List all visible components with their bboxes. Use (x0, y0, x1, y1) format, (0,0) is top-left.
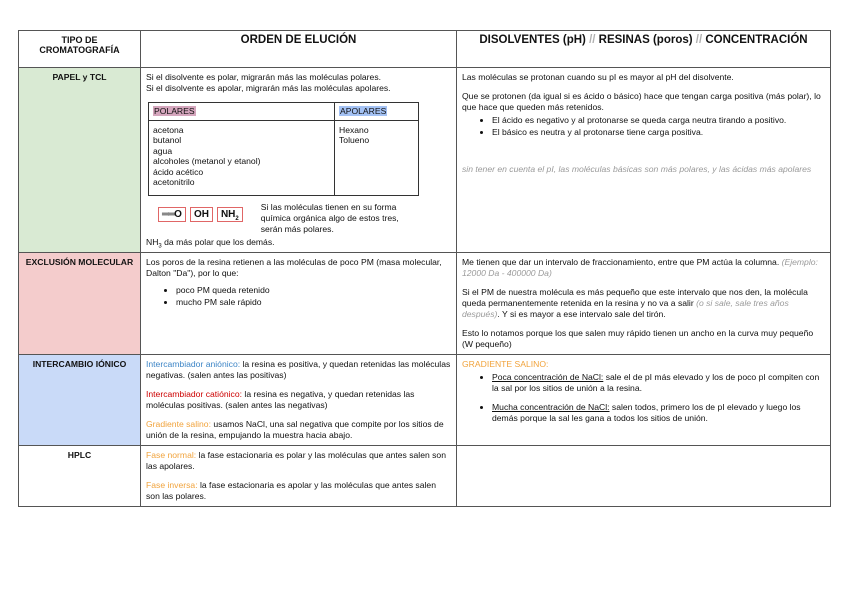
exclusion-c3-p2-text: Si el PM de nuestra molécula es más pequeño que este intervalo que nos den, la molécula queda permanentemente retenida en la resina y no va a salir (462, 286, 808, 308)
mucha-label: Mucha concentración de NaCl: (492, 401, 610, 412)
functional-groups (146, 202, 451, 235)
polares-list (149, 120, 335, 195)
gradiente-bullets (462, 372, 825, 424)
gradiente-bullet-mucha (492, 402, 825, 424)
cationico-label: Intercambiador catiónico: (146, 388, 243, 399)
label-intercambio: INTERCAMBIO IÓNICO (19, 354, 141, 445)
fase-normal-text: la fase estacionaria es polar y las moléculas que antes salen son las apolares. (146, 449, 446, 471)
fase-inversa-paragraph (146, 480, 451, 502)
gradiente-paragraph (146, 419, 451, 441)
exclusion-bullet: • mucho PM sale rápido (176, 297, 451, 308)
exclusion-bullet: • poco PM queda retenido (176, 285, 451, 296)
label-papel: PAPEL y TCL (19, 68, 141, 253)
gradiente-salino-title: GRADIENTE SALINO: (462, 358, 549, 369)
label-exclusion: EXCLUSIÓN MOLECULAR (19, 252, 141, 354)
polares-header: POLARES (154, 106, 195, 116)
double-bond-icon: ══ (162, 208, 175, 220)
apolares-list (335, 120, 419, 195)
group-nh-label: NH (220, 208, 236, 220)
gradiente-label: Gradiente salino: (146, 418, 211, 429)
apolares-header: APOLARES (340, 106, 387, 116)
header-orden: ORDEN DE ELUCIÓN (141, 31, 457, 68)
group-o-label: O (174, 208, 182, 220)
papel-c3-bullet: • El básico es neutra y al protonarse tiene carga positiva. (492, 127, 825, 138)
anionico-paragraph (146, 359, 451, 381)
apolar-item: Hexano (339, 124, 369, 135)
carbonyl-group (158, 207, 186, 222)
exclusion-c3-p1-text: Me tienen que dar un intervalo de fraccionamiento, entre que PM actúa la columna. (462, 256, 782, 267)
header-disolventes-part1: DISOLVENTES (pH) (479, 34, 586, 46)
papel-c3-p2: Que se protonen (da igual si es ácido o básico) hace que tengan carga positiva (más polar), lo que hace que queden más retenidos. (462, 91, 821, 112)
exclusion-bullets (146, 285, 451, 308)
header-disolventes-part3: CONCENTRACIÓN (705, 34, 808, 46)
exclusion-c3-p2-end: . Y si es mayor a ese intervalo sale del tirón. (497, 308, 666, 319)
exclusion-c3-aside: (o si sale, sale tres años después) (462, 297, 789, 319)
row-hplc (19, 445, 831, 506)
groups-note: Si las moléculas tienen en su forma química orgánica algo de estos tres, serán más polares. (260, 201, 399, 234)
polares-apolares-table (148, 102, 419, 196)
poca-text: sale el de pI más elevado y los de poco pI compiten con la sal por los sitios de unión a la resina. (492, 371, 820, 393)
header-row (19, 31, 831, 68)
fase-inversa-text: la fase estacionaria es apolar y las moléculas que antes salen son las polares. (146, 479, 436, 501)
hplc-disolventes-cell (457, 445, 831, 506)
header-disolventes-part2: RESINAS (poros) (598, 34, 693, 46)
poca-label: Poca concentración de NaCl: (492, 371, 604, 382)
mucha-text: salen todos, primero los de pI elevado y luego los demás porque la sal les gana a todos los sitios de unión. (492, 401, 801, 423)
group-nh-sub: 2 (235, 215, 239, 222)
papel-disolventes-cell (457, 68, 831, 253)
fase-normal-label: Fase normal: (146, 449, 197, 460)
papel-line-1: Si el disolvente es polar, migrarán más las moléculas polares. (146, 72, 382, 82)
polar-item: acetona (153, 124, 184, 135)
polar-item: butanol (153, 135, 182, 145)
fase-normal-paragraph (146, 450, 451, 472)
chromatography-table (18, 30, 831, 507)
exclusion-c3-p1 (462, 257, 825, 279)
anionico-label: Intercambiador aniónico: (146, 358, 241, 369)
papel-line-2: Si el disolvente es apolar, migrarán más las moléculas apolares. (146, 83, 391, 93)
exclusion-c3-p3: Esto lo notamos porque los que salen muy rápido tienen un ancho en la curva muy pequeño (W pequeño) (462, 327, 814, 349)
polar-item: acetonitrilo (153, 177, 195, 187)
papel-c3-bullets (462, 115, 825, 138)
hydroxyl-group: OH (190, 207, 213, 222)
apolares-header-cell (335, 103, 419, 121)
intercambio-orden-cell (141, 354, 457, 445)
gradiente-text: usamos NaCl, una sal negativa que compite por los sitios de unión de la resina, empujando la muestra hacia abajo. (146, 418, 444, 440)
nh3-note (146, 237, 451, 248)
nh3-rest: da más polar que los demás. (161, 236, 275, 247)
label-hplc: HPLC (19, 445, 141, 506)
nh3-sub: 3 (158, 243, 162, 250)
row-papel (19, 68, 831, 253)
row-intercambio (19, 354, 831, 445)
cationico-paragraph (146, 389, 451, 411)
amine-group (217, 207, 243, 222)
papel-c3-note: sin tener en cuenta el pI, las moléculas básicas son más polares, y las ácidas más apolares (462, 164, 812, 174)
intercambio-disolventes-cell (457, 354, 831, 445)
header-tipo: TIPO DE CROMATOGRAFÍA (19, 31, 141, 68)
row-exclusion (19, 252, 831, 354)
apolar-item: Tolueno (339, 135, 370, 145)
header-disolventes (457, 31, 831, 68)
group-boxes (146, 202, 247, 222)
papel-c3-bullet: • El ácido es negativo y al protonarse se queda carga neutra tirando a positivo. (492, 115, 825, 126)
gradiente-bullet-poca (492, 372, 825, 394)
polar-item: agua (153, 145, 173, 156)
papel-orden-cell (141, 68, 457, 253)
papel-c3-p1: Las moléculas se protonan cuando su pI es mayor al pH del disolvente. (462, 72, 734, 82)
nh3-main: NH (146, 236, 159, 247)
header-separator-1: // (589, 34, 596, 46)
fase-inversa-label: Fase inversa: (146, 479, 198, 490)
polar-item: alcoholes (metanol y etanol) (153, 156, 261, 166)
cationico-text: la resina es negativa, y quedan retenidas las moléculas positivas. (salen antes las negativas) (146, 388, 415, 410)
hplc-orden-cell (141, 445, 457, 506)
header-separator-2: // (695, 34, 703, 46)
exclusion-disolventes-cell (457, 252, 831, 354)
exclusion-c3-p2 (462, 287, 825, 320)
polar-item: ácido acético (153, 166, 204, 177)
polares-header-cell (149, 103, 335, 121)
exclusion-p1: Los poros de la resina retienen a las moléculas de poco PM (masa molecular, Dalton "Da"), por lo que: (146, 256, 442, 278)
anionico-text: la resina es positiva, y quedan retenidas las moléculas negativas. (salen antes las positivas) (146, 358, 451, 380)
exclusion-c3-example: (Ejemplo: 12000 Da - 400000 Da) (462, 256, 818, 278)
exclusion-orden-cell (141, 252, 457, 354)
